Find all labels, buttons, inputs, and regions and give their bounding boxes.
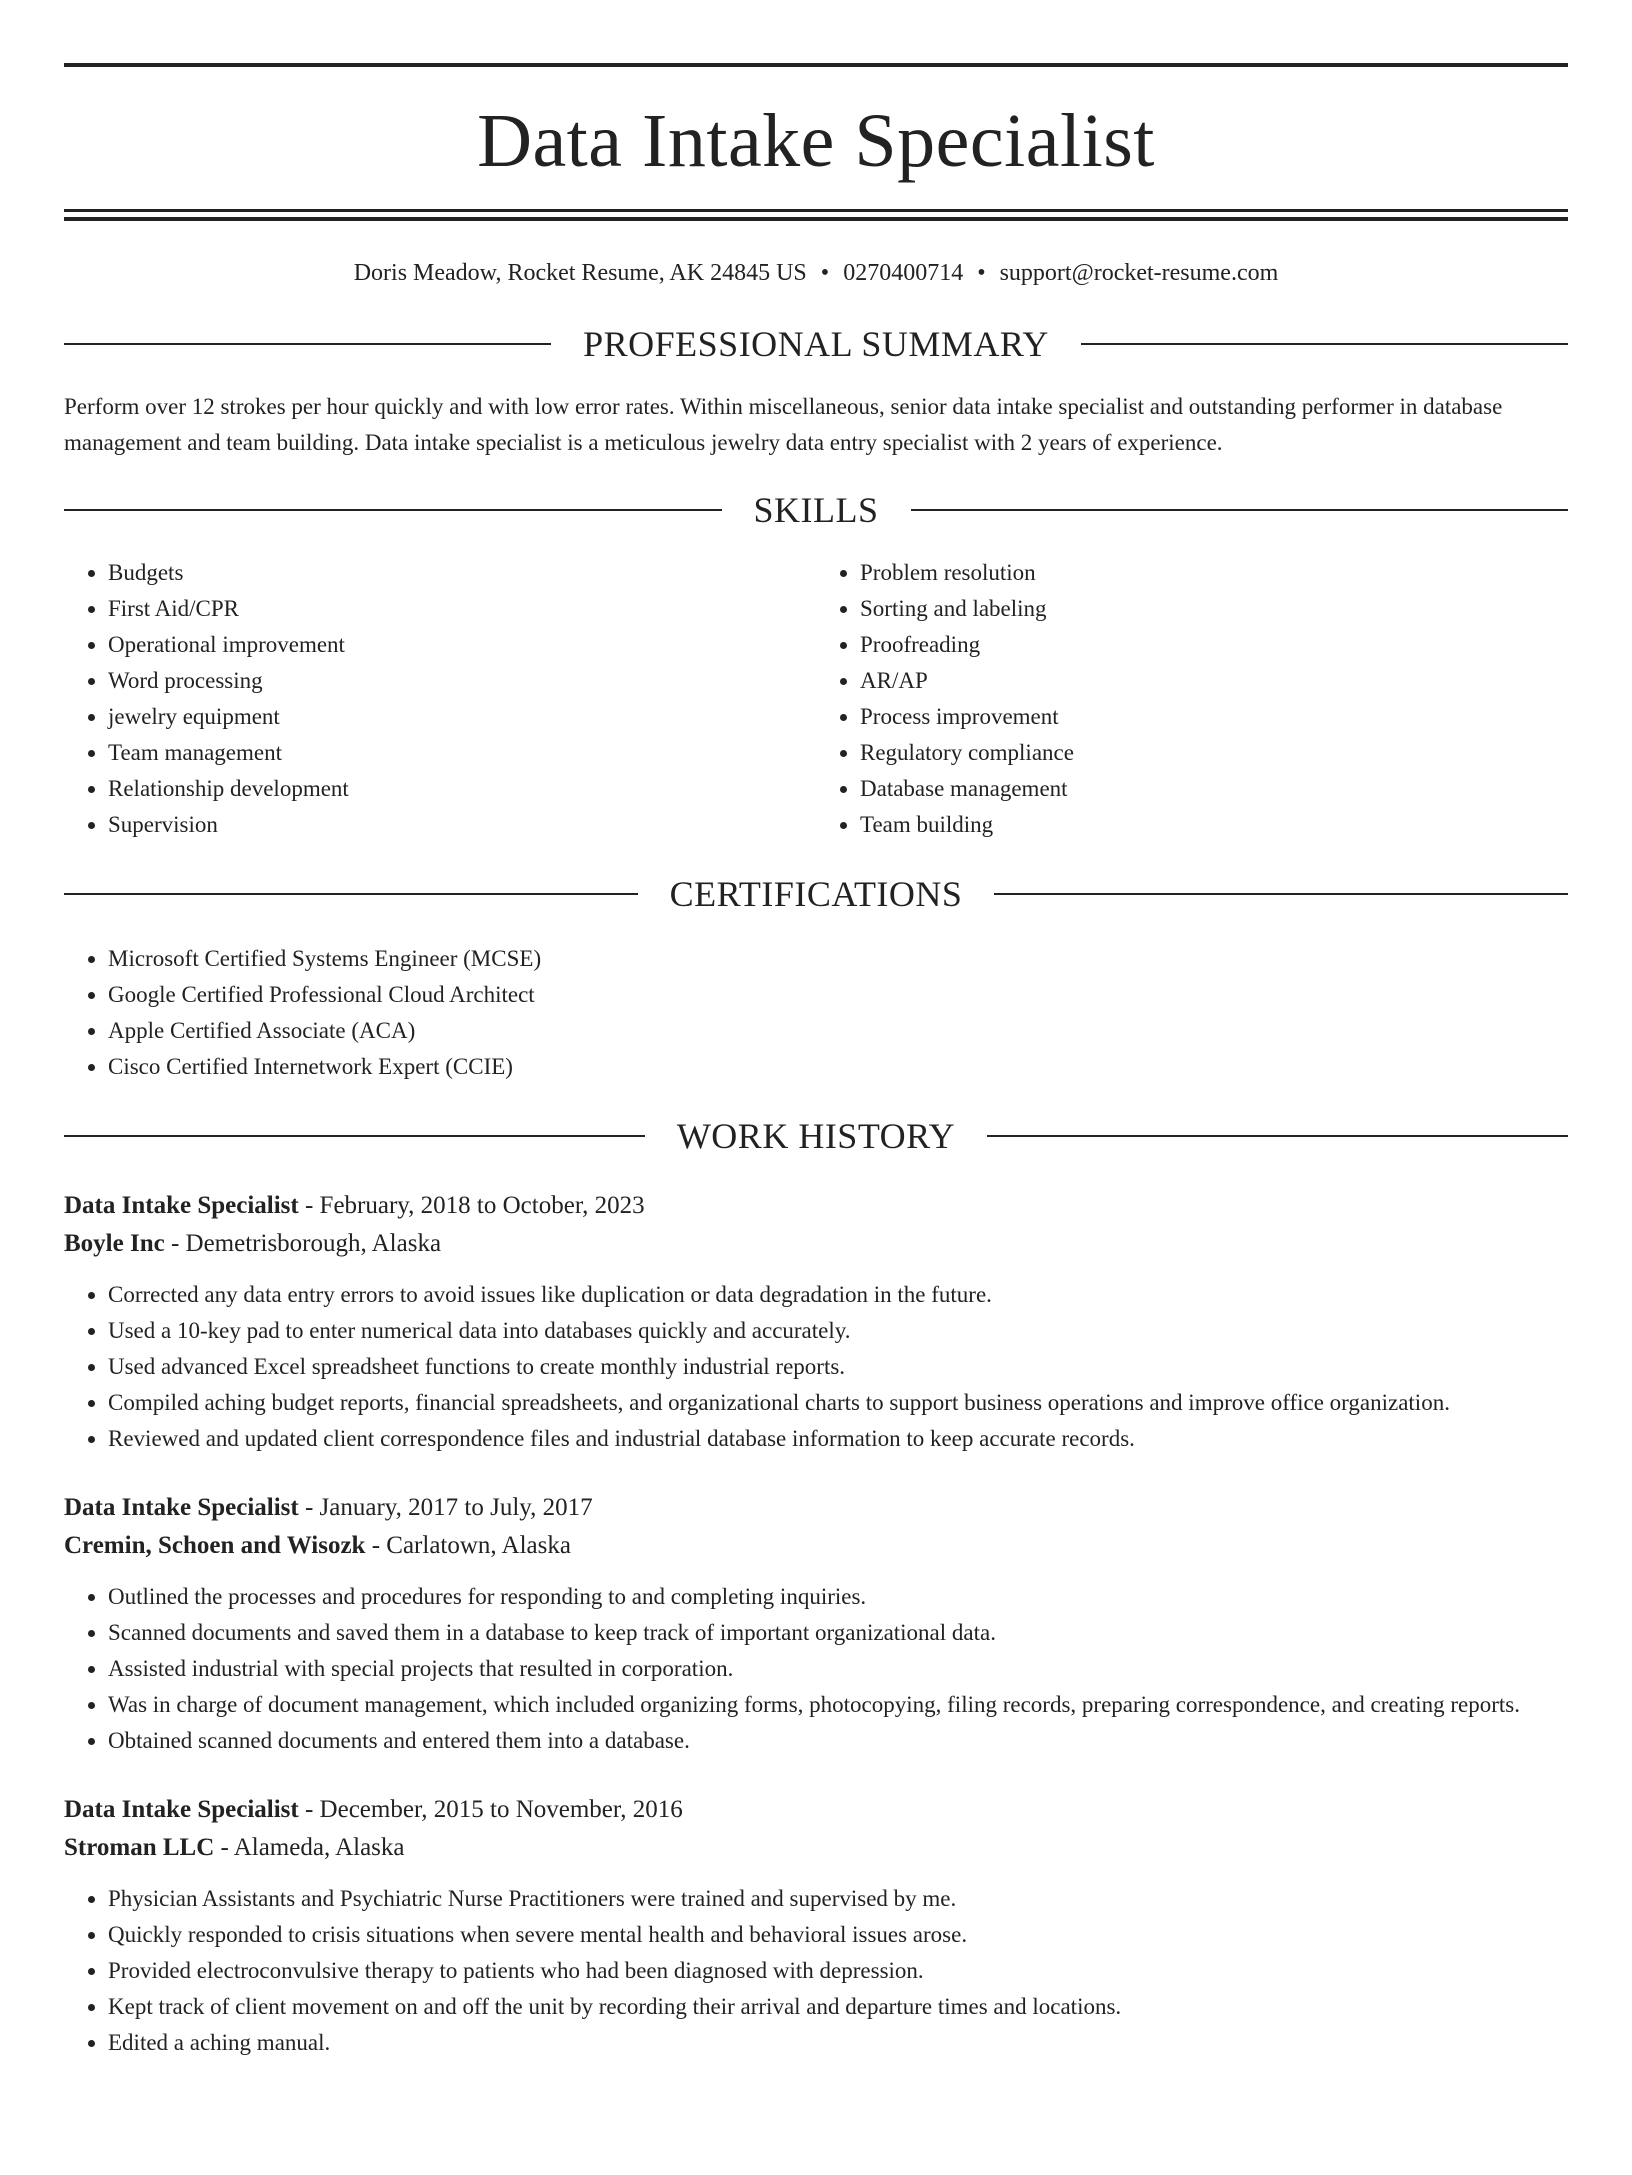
- section-rule: [64, 509, 722, 511]
- section-title: PROFESSIONAL SUMMARY: [583, 324, 1049, 364]
- job-title: Data Intake Specialist: [64, 1192, 299, 1219]
- section-header-summary: [64, 323, 1568, 365]
- job-dates: - February, 2018 to October, 2023: [298, 1192, 645, 1219]
- job-title-line: [64, 1187, 1568, 1225]
- resume-title: Data Intake Specialist: [477, 99, 1155, 183]
- certifications-list: [64, 941, 1568, 1085]
- section-title: WORK HISTORY: [676, 1116, 956, 1156]
- job-dates: - January, 2017 to July, 2017: [298, 1494, 593, 1521]
- job-company-line: [64, 1527, 1568, 1565]
- skills-list: [64, 555, 1568, 843]
- job-bullet: • Assisted industrial with special projects that resulted in corporation.: [108, 1651, 1568, 1687]
- job-entry: [64, 1489, 1568, 1759]
- job-bullet: • Corrected any data entry errors to avoid issues like duplication or data degradation in the future.: [108, 1277, 1568, 1313]
- skill-item: • Process improvement: [860, 699, 1568, 735]
- job-bullet: • Provided electroconvulsive therapy to patients who had been diagnosed with depression.: [108, 1953, 1568, 1989]
- skill-item: • Problem resolution: [860, 555, 1568, 591]
- skill-item: • jewelry equipment: [108, 699, 816, 735]
- section-rule: [987, 1135, 1568, 1137]
- title-double-rule: [64, 209, 1568, 221]
- skill-item: • Database management: [860, 771, 1568, 807]
- resume-page: [0, 63, 1632, 2175]
- bullet-separator: •: [977, 260, 986, 286]
- section-rule: [994, 893, 1568, 895]
- section-rule: [1081, 343, 1568, 345]
- skill-item: • Team building: [860, 807, 1568, 843]
- job-company: Boyle Inc: [64, 1230, 165, 1257]
- job-bullets: [64, 1277, 1568, 1457]
- job-title: Data Intake Specialist: [64, 1494, 299, 1521]
- section-rule: [64, 1135, 645, 1137]
- job-bullet: • Used a 10-key pad to enter numerical data into databases quickly and accurately.: [108, 1313, 1568, 1349]
- job-entry: [64, 1187, 1568, 1457]
- job-location: - Carlatown, Alaska: [365, 1532, 571, 1559]
- job-bullet: • Scanned documents and saved them in a database to keep track of important organizational data.: [108, 1615, 1568, 1651]
- certification-item: • Microsoft Certified Systems Engineer (MCSE): [108, 941, 1568, 977]
- certification-item: • Google Certified Professional Cloud Architect: [108, 977, 1568, 1013]
- job-title: Data Intake Specialist: [64, 1796, 299, 1823]
- skills-column-right: [816, 555, 1568, 843]
- section-header-certifications: [64, 873, 1568, 915]
- skill-item: • Team management: [108, 735, 816, 771]
- skill-item: • Regulatory compliance: [860, 735, 1568, 771]
- contact-line: [64, 257, 1568, 289]
- job-bullet: • Was in charge of document management, which included organizing forms, photocopying, filing records, preparing correspondence, and creating reports.: [108, 1687, 1568, 1723]
- section-title: SKILLS: [753, 490, 879, 530]
- bullet-separator: •: [820, 260, 830, 286]
- job-location: - Alameda, Alaska: [214, 1834, 405, 1861]
- job-bullets: [64, 1579, 1568, 1759]
- skill-item: • Operational improvement: [108, 627, 816, 663]
- job-bullet: • Used advanced Excel spreadsheet functions to create monthly industrial reports.: [108, 1349, 1568, 1385]
- section-rule: [911, 509, 1569, 511]
- job-bullet: • Physician Assistants and Psychiatric Nurse Practitioners were trained and supervised by me.: [108, 1881, 1568, 1917]
- section-rule: [64, 343, 551, 345]
- skill-item: • Budgets: [108, 555, 816, 591]
- certification-item: • Apple Certified Associate (ACA): [108, 1013, 1568, 1049]
- skill-item: • Proofreading: [860, 627, 1568, 663]
- job-bullet: • Compiled aching budget reports, financial spreadsheets, and organizational charts to support business operations and improve office organization.: [108, 1385, 1568, 1421]
- job-title-line: [64, 1489, 1568, 1527]
- job-bullet: • Quickly responded to crisis situations when severe mental health and behavioral issues arose.: [108, 1917, 1568, 1953]
- contact-email: support@rocket-resume.com: [999, 260, 1279, 286]
- job-entry: [64, 1791, 1568, 2061]
- skill-item: • Word processing: [108, 663, 816, 699]
- job-dates: - December, 2015 to November, 2016: [298, 1796, 683, 1823]
- job-bullets: [64, 1881, 1568, 2061]
- job-title-line: [64, 1791, 1568, 1829]
- job-bullet: • Obtained scanned documents and entered them into a database.: [108, 1723, 1568, 1759]
- job-company: Stroman LLC: [64, 1834, 215, 1861]
- skill-item: • First Aid/CPR: [108, 591, 816, 627]
- section-header-skills: [64, 489, 1568, 531]
- contact-address: Doris Meadow, Rocket Resume, AK 24845 US: [353, 260, 807, 286]
- skill-item: • AR/AP: [860, 663, 1568, 699]
- skill-item: • Supervision: [108, 807, 816, 843]
- job-bullet: • Kept track of client movement on and off the unit by recording their arrival and departure times and locations.: [108, 1989, 1568, 2025]
- job-location: - Demetrisborough, Alaska: [164, 1230, 442, 1257]
- job-bullet: • Outlined the processes and procedures for responding to and completing inquiries.: [108, 1579, 1568, 1615]
- job-company: Cremin, Schoen and Wisozk: [64, 1532, 366, 1559]
- summary-text: Perform over 12 strokes per hour quickly and with low error rates. Within miscellaneous, senior data intake specialist and outstanding performer in database management and team building. Data intake specialist is a meticulous jewelry data entry specialist with 2 years of experience.: [64, 394, 1503, 455]
- section-header-work-history: [64, 1115, 1568, 1157]
- job-company-line: [64, 1829, 1568, 1867]
- skills-column-left: [64, 555, 816, 843]
- top-rule: [64, 63, 1568, 67]
- job-company-line: [64, 1225, 1568, 1263]
- section-title: CERTIFICATIONS: [669, 874, 963, 914]
- skill-item: • Sorting and labeling: [860, 591, 1568, 627]
- job-bullet: • Edited a aching manual.: [108, 2025, 1568, 2061]
- job-bullet: • Reviewed and updated client correspondence files and industrial database information to keep accurate records.: [108, 1421, 1568, 1457]
- certification-item: • Cisco Certified Internetwork Expert (CCIE): [108, 1049, 1568, 1085]
- skill-item: • Relationship development: [108, 771, 816, 807]
- section-rule: [64, 893, 638, 895]
- contact-phone: 0270400714: [843, 260, 964, 286]
